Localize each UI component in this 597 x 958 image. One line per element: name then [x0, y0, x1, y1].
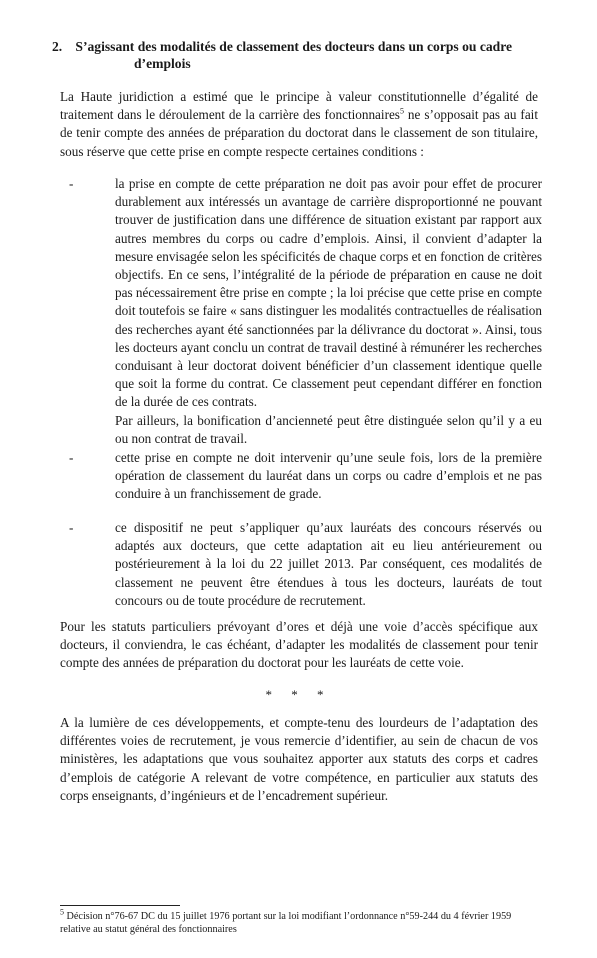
- section-number: 2.: [52, 39, 63, 54]
- bullet-text: [115, 519, 542, 610]
- intro-text-before: La Haute juridiction a estimé que le principe à valeur constitutionnelle d’égalité de traitement dans le déroulement de la carrière des fonctionnaires: [60, 89, 538, 123]
- bullet-dash: -: [69, 176, 74, 191]
- intro-paragraph: [60, 88, 538, 161]
- bullet-text: [115, 175, 542, 448]
- conclusion-paragraph: A la lumière de ces développements, et compte-tenu des lourdeurs de l’adaptation des différentes voies de recrutement, je vous remercie d’identifier, au sein de chacun de vos ministères, les adaptations que vous souhaitez apporter aux statuts des corps et cadres d’emplois de catégorie A relevant de votre compétence, en particulier aux statuts des corps enseignants, d’ingénieurs et de l’encadrement supérieur.: [60, 715, 538, 803]
- footnote-number: 5: [60, 907, 64, 917]
- footnote-divider: [60, 905, 180, 906]
- section-heading-line2: d’emplois: [134, 56, 191, 71]
- bullet-extra-text: Par ailleurs, la bonification d’ancienneté peut être distinguée selon qu’il y a eu ou non contrat de travail.: [115, 412, 542, 446]
- footnote-ref[interactable]: 5: [399, 106, 404, 116]
- bullet-main-text: la prise en compte de cette préparation ne doit pas avoir pour effet de procurer durablement aux intéressés un avantage de carrière disproportionné ne pouvant trouver de justification dans une différence de situation existant par rapport aux autres membres du corps ou cadre d’emplois. Ainsi, il convient d’adapter la mesure envisagée selon les spécificités de chaque corps et en fonction de critères objectifs. En ce sens, l’intégralité de la période de préparation en cause ne doit pas nécessairement être prise en compte ; la loi précise que cette prise en compte doit toutefois se faire « sans distinguer les modalités contractuelles de réalisation des recherches ayant été sanctionnées par la délivrance du doctorat ». Ainsi, tous les docteurs ayant conclu un contrat de travail destiné à rémunérer les recherches conduisant à leur doctorat doivent bénéficier d’un classement identique quelle que soit la forme du contrat. Ce classement peut cependant différer en fonction de la durée de ces contrats.: [115, 176, 542, 410]
- bullet-dash: -: [69, 520, 74, 535]
- bullet-text: [115, 449, 542, 504]
- footnote-text: Décision n°76-67 DC du 15 juillet 1976 portant sur la loi modifiant l’ordonnance n°59-244 du 4 février 1959 relative au statut général des fonctionnaires: [60, 911, 512, 935]
- section-separator: * * *: [265, 687, 332, 702]
- footnote: [60, 907, 540, 936]
- section-heading-line1: S’agissant des modalités de classement des docteurs dans un corps ou cadre: [75, 39, 513, 54]
- bullet-dash: -: [69, 450, 74, 465]
- bullet-main-text: cette prise en compte ne doit intervenir qu’une seule fois, lors de la première opération de classement du lauréat dans un corps ou cadre d’emplois et ne pas conduire à un franchissement de grade.: [115, 450, 542, 502]
- intro-text-after: ne s’opposait pas au fait de tenir compte des années de préparation du doctorat dans le classement de son titulaire, sous réserve que cette prise en compte respecte certaines conditions :: [60, 107, 538, 159]
- bullet-main-text: ce dispositif ne peut s’appliquer qu’aux lauréats des concours réservés ou adaptés aux docteurs, que cette adaptation ait eu lieu antérieurement ou postérieurement à la loi du 22 juillet 2013. Par conséquent, ces modalités de classement ne peuvent être étendues à tous les docteurs, lauréats de tout concours ou de toute procédure de recrutement.: [115, 520, 542, 608]
- statuts-paragraph: Pour les statuts particuliers prévoyant d’ores et déjà une voie d’accès spécifique aux docteurs, il conviendra, le cas échéant, d’adapter les modalités de classement pour tenir compte des années de préparation du doctorat pour les lauréats de cette voie.: [60, 619, 538, 671]
- section-heading: [52, 38, 552, 72]
